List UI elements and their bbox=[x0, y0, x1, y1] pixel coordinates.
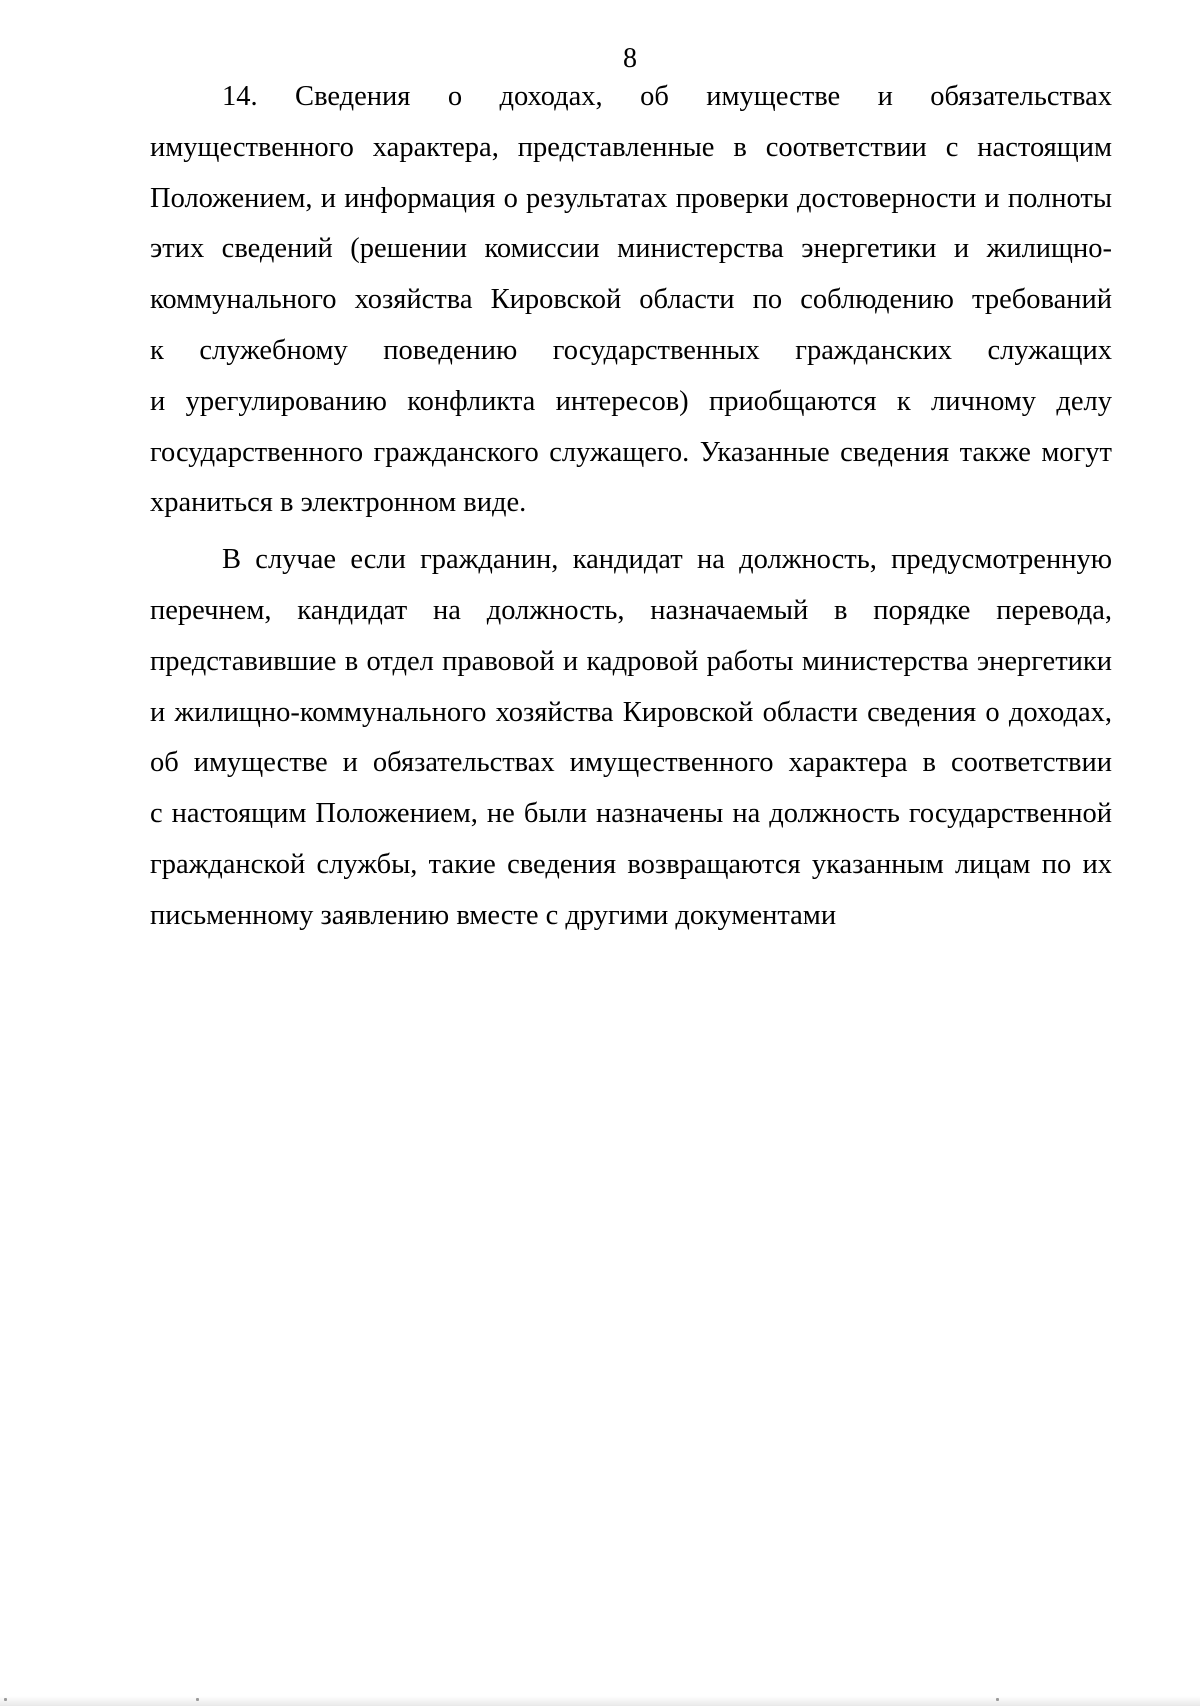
document-body bbox=[150, 72, 1112, 942]
scan-speck bbox=[996, 1698, 999, 1701]
paragraph-1-line-9: храниться в электронном виде. bbox=[150, 487, 527, 519]
paragraph-2-line-4: и жилищно-коммунального хозяйства Кировской области сведения о доходах, bbox=[150, 696, 1112, 728]
scan-speck bbox=[196, 1698, 199, 1701]
paragraph-1-line-8: государственного гражданского служащего. Указанные сведения также могут bbox=[150, 436, 1112, 468]
scan-bottom-edge bbox=[0, 1696, 1200, 1706]
paragraph-1-line-2: имущественного характера, представленные в соответствии с настоящим bbox=[150, 131, 1112, 163]
paragraph-2-line-2: перечнем, кандидат на должность, назначаемый в порядке перевода, bbox=[150, 594, 1112, 626]
paragraph-2-line-8: письменному заявлению вместе с другими документами bbox=[150, 899, 837, 931]
paragraph-1-line-4: этих сведений (решении комиссии министерства энергетики и жилищно- bbox=[150, 233, 1112, 265]
paragraph-2-line-6: с настоящим Положением, не были назначены на должность государственной bbox=[150, 798, 1112, 830]
scan-speck bbox=[4, 1698, 7, 1701]
page-number: 8 bbox=[623, 43, 637, 74]
paragraph-2-line-1: В случае если гражданин, кандидат на должность, предусмотренную bbox=[222, 544, 1112, 576]
paragraph-1-line-5: коммунального хозяйства Кировской области по соблюдению требований bbox=[150, 284, 1112, 316]
paragraph-1-line-6: к служебному поведению государственных гражданских служащих bbox=[150, 334, 1112, 366]
paragraph-2-line-5: об имуществе и обязательствах имущественного характера в соответствии bbox=[150, 747, 1112, 779]
paragraph-2-line-7: гражданской службы, такие сведения возвращаются указанным лицам по их bbox=[150, 848, 1112, 880]
paragraph-1-line-1: 14. Сведения о доходах, об имуществе и обязательствах bbox=[222, 81, 1112, 112]
paragraph-1-line-7: и урегулированию конфликта интересов) приобщаются к личному делу bbox=[150, 385, 1112, 417]
paragraph-2-line-3: представившие в отдел правовой и кадровой работы министерства энергетики bbox=[150, 645, 1112, 677]
paragraph-1-line-3: Положением, и информация о результатах проверки достоверности и полноты bbox=[150, 182, 1112, 214]
